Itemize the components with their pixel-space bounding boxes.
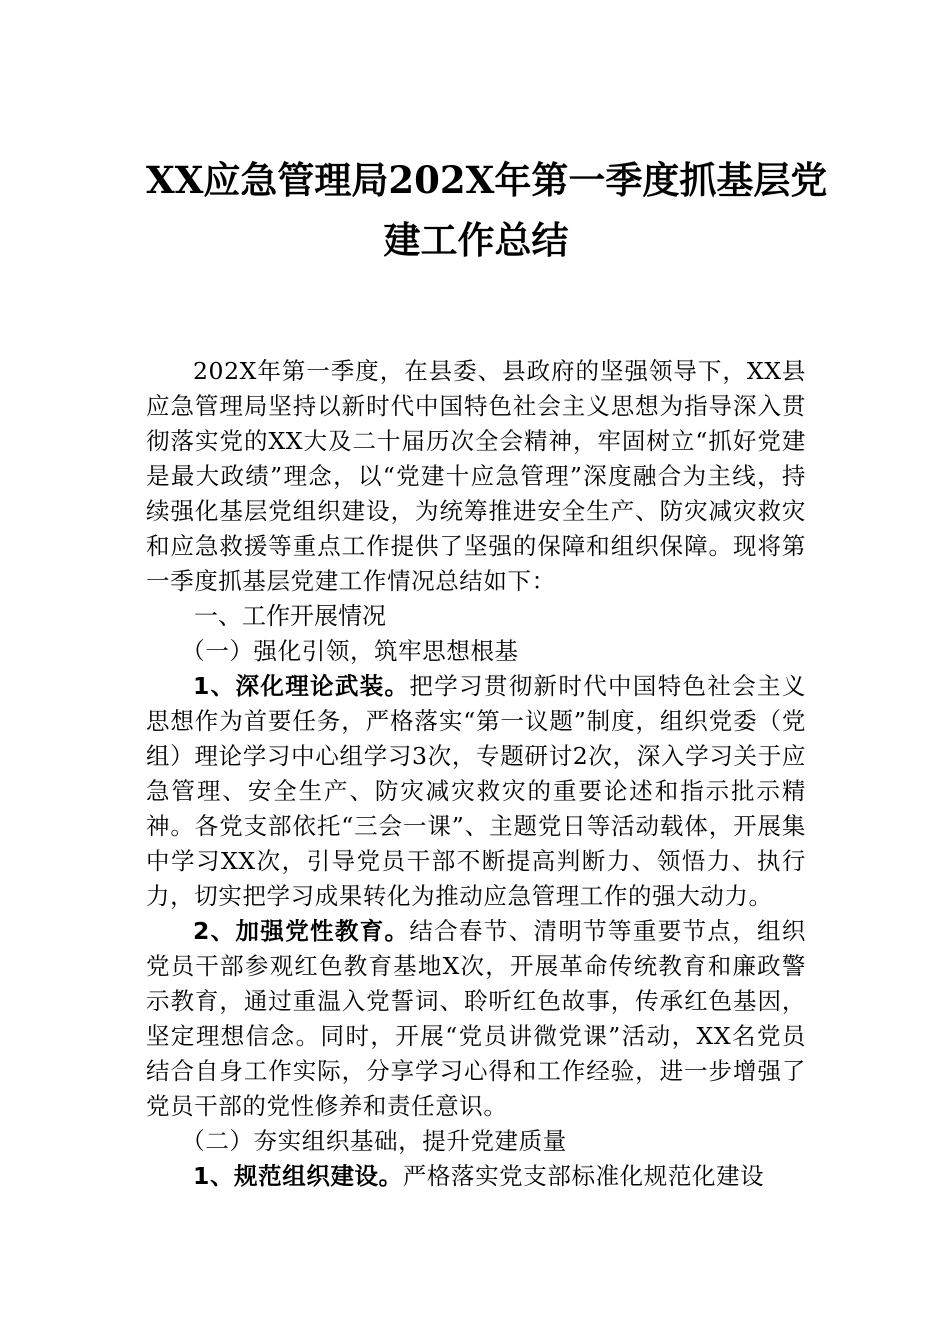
item-2-paragraph	[146, 914, 806, 1124]
intro-paragraph: 202X年第一季度，在县委、县政府的坚强领导下，XX县应急管理局坚持以新时代中国特色社会主义思想为指导深入贯彻落实党的XX大及二十届历次全会精神，牢固树立“抓好党建是最大政绩”理念，以“党建十应急管理”深度融合为主线，持续强化基层党组织建设，为统筹推进安全生产、防灾减灾救灾和应急救援等重点工作提供了坚强的保障和组织保障。现将第一季度抓基层党建工作情况总结如下：	[146, 357, 806, 595]
item-2-text: 结合春节、清明节等重要节点，组织党员干部参观红色教育基地X次，开展革命传统教育和廉政警示教育，通过重温入党誓词、聆听红色故事，传承红色基因，坚定理想信念。同时，开展“党员讲微党课”活动，XX名党员结合自身工作实际，分享学习心得和工作经验，进一步增强了党员干部的党性修养和责任意识。	[146, 917, 806, 1120]
document-page	[146, 150, 828, 1194]
item-3-text: 严格落实党支部标准化规范化建设	[402, 1162, 765, 1190]
item-1-paragraph	[146, 669, 806, 914]
item-3-paragraph	[146, 1159, 806, 1194]
item-1-lead: 1、深化理论武装。	[193, 672, 410, 700]
document-body	[146, 354, 806, 1194]
subsection-heading-1: （一）强化引领，筑牢思想根基	[181, 637, 519, 665]
title-line-2: 建工作总结	[383, 218, 569, 262]
item-1-text: 把学习贯彻新时代中国特色社会主义思想作为首要任务，严格落实“第一议题”制度，组织党委（党组）理论学习中心组学习3次，专题研讨2次，深入学习关于应急管理、安全生产、防灾减灾救灾的重要论述和指示批示精神。各党支部依托“三会一课”、主题党日等活动载体，开展集中学习XX次，引导党员干部不断提高判断力、领悟力、执行力，切实把学习成果转化为推动应急管理工作的强大动力。	[146, 672, 806, 910]
item-2-lead: 2、加强党性教育。	[193, 917, 410, 945]
document-title	[146, 150, 828, 270]
title-line-1: XX应急管理局202X年第一季度抓基层党	[146, 158, 828, 202]
section-heading-1: 一、工作开展情况	[194, 602, 386, 630]
item-3-lead: 1、规范组织建设。	[193, 1162, 403, 1190]
subsection-heading-2: （二）夯实组织基础，提升党建质量	[181, 1127, 567, 1155]
